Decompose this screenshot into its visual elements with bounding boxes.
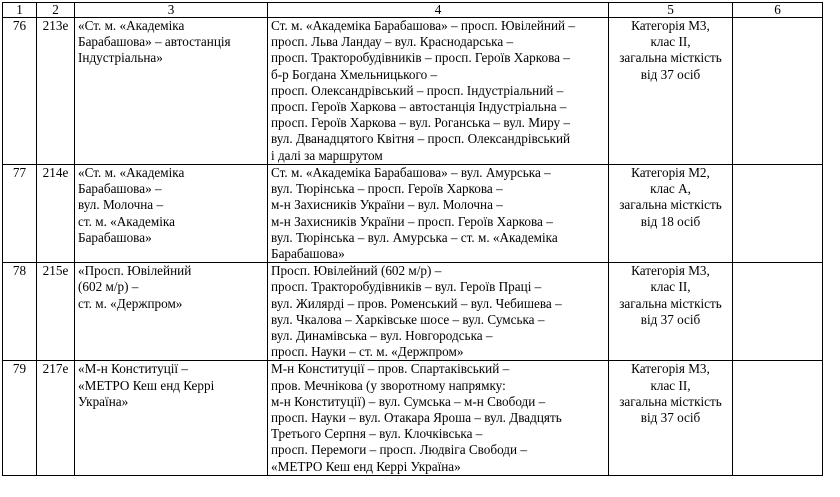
category-line: клас ІІ, <box>650 34 691 50</box>
route-number: 217е <box>37 361 75 476</box>
route-path-line: вул. Тюрінська – просп. Героїв Харкова – <box>271 181 503 197</box>
header-cell: 2 <box>37 3 75 18</box>
route-path <box>268 361 609 476</box>
route-name-line: «Ст. м. «Академіка <box>78 18 185 33</box>
route-name-line: вул. Молочна – <box>78 197 164 213</box>
header-cell: 1 <box>3 3 37 18</box>
routes-table <box>2 2 823 476</box>
vehicle-category <box>609 18 733 165</box>
route-name-line: «Ст. м. «Академіка <box>78 165 185 180</box>
category-line: загальна місткість <box>619 295 722 311</box>
category-line: Категорія М3, <box>631 18 710 33</box>
route-number: 215е <box>37 263 75 361</box>
table-row <box>3 361 823 476</box>
category-line: клас ІІ, <box>650 279 691 295</box>
header-cell: 6 <box>733 3 823 18</box>
route-name <box>75 18 268 165</box>
route-name-line: «М-н Конституції – <box>78 361 188 377</box>
route-name-line: Україна» <box>78 393 129 409</box>
route-path-line: м-н Захисників України – вул. Молочна – <box>271 197 503 213</box>
note-cell <box>733 361 823 476</box>
category-line: від 37 осіб <box>640 66 701 82</box>
category-line: від 37 осіб <box>640 410 701 426</box>
table-row <box>3 263 823 361</box>
category-line: клас ІІ, <box>650 377 691 393</box>
route-number: 214е <box>37 165 75 263</box>
row-number: 79 <box>3 361 37 476</box>
route-path-line: просп. Героїв Харкова – вул. Роганська – вул. Миру – <box>271 115 570 131</box>
note-cell <box>733 165 823 263</box>
header-cell: 3 <box>75 3 268 18</box>
route-name <box>75 165 268 263</box>
route-name <box>75 361 268 476</box>
header-cell: 5 <box>609 3 733 18</box>
note-cell <box>733 18 823 165</box>
route-name <box>75 263 268 361</box>
note-cell <box>733 263 823 361</box>
route-name-line: «Просп. Ювілейний <box>78 263 192 279</box>
vehicle-category <box>609 361 733 476</box>
route-path-line: вул. Тюрінська – вул. Амурська – ст. м. «Академіка <box>271 229 558 245</box>
route-path-line: Просп. Ювілейний (602 м/р) – <box>271 263 442 279</box>
row-number: 77 <box>3 165 37 263</box>
route-path <box>268 18 609 165</box>
header-cell: 4 <box>268 3 609 18</box>
route-name-line: Барабашова» <box>78 229 152 245</box>
route-path-line: пров. Мечнікова (у зворотному напрямку: <box>271 377 506 393</box>
route-path-line: Ст. м. «Академіка Барабашова» – вул. Амурська – <box>271 165 551 180</box>
category-line: від 37 осіб <box>640 311 701 327</box>
table-row <box>3 18 823 165</box>
table-row <box>3 165 823 263</box>
vehicle-category <box>609 263 733 361</box>
route-path-line: вул. Дванадцятого Квітня – просп. Олександрівський <box>271 131 571 147</box>
category-line: загальна місткість <box>619 50 722 66</box>
route-path-line: М-н Конституції – пров. Спартаківський – <box>271 361 510 377</box>
category-line: Категорія М3, <box>631 361 710 377</box>
route-path-line: просп. Тракторобудівників – вул. Героїв Праці – <box>271 279 542 295</box>
route-name-line: ст. м. «Держпром» <box>78 295 183 311</box>
category-line: Категорія М2, <box>631 165 710 180</box>
route-name-line: Індустріальна» <box>78 50 163 66</box>
route-path <box>268 165 609 263</box>
route-path-line: просп. Героїв Харкова – автостанція Індустріальна – <box>271 99 567 115</box>
header-row <box>3 3 823 18</box>
route-name-line: ст. м. «Академіка <box>78 213 175 229</box>
vehicle-category <box>609 165 733 263</box>
route-path-line: Ст. м. «Академіка Барабашова» – просп. Ювілейний – <box>271 18 575 33</box>
route-path-line: «МЕТРО Кеш енд Керрі Україна» <box>271 458 461 474</box>
route-path <box>268 263 609 361</box>
route-path-line: просп. Льва Ландау – вул. Краснодарська – <box>271 34 514 50</box>
route-path-line: б-р Богдана Хмельницького – <box>271 66 438 82</box>
row-number: 78 <box>3 263 37 361</box>
route-path-line: і далі за маршрутом <box>271 147 383 163</box>
category-line: Категорія М3, <box>631 263 710 279</box>
route-name-line: (602 м/р) – <box>78 279 139 295</box>
route-path-line: вул. Чкалова – Харківське шосе – вул. Сумська – <box>271 311 545 327</box>
route-path-line: Третього Серпня – вул. Клочківська – <box>271 426 483 442</box>
route-name-line: Барабашова» – автостанція <box>78 34 231 50</box>
category-line: загальна місткість <box>619 197 722 213</box>
route-path-line: м-н Захисників України – просп. Героїв Харкова – <box>271 213 553 229</box>
row-number: 76 <box>3 18 37 165</box>
route-name-line: «МЕТРО Кеш енд Керрі <box>78 377 215 393</box>
route-name-line: Барабашова» – <box>78 181 162 197</box>
route-path-line: Барабашова» <box>271 246 345 262</box>
route-path-line: просп. Науки – ст. м. «Держпром» <box>271 344 464 360</box>
route-number: 213е <box>37 18 75 165</box>
category-line: клас А, <box>650 181 691 197</box>
route-path-line: просп. Олександрівський – просп. Індустріальний – <box>271 82 564 98</box>
route-path-line: м-н Конституції) – вул. Сумська – м-н Свободи – <box>271 393 546 409</box>
route-path-line: просп. Перемоги – просп. Людвіга Свободи – <box>271 442 527 458</box>
route-path-line: вул. Жилярді – пров. Роменський – вул. Чебишева – <box>271 295 562 311</box>
route-path-line: просп. Тракторобудівників – просп. Героїв Харкова – <box>271 50 570 66</box>
category-line: від 18 осіб <box>640 213 701 229</box>
category-line: загальна місткість <box>619 393 722 409</box>
route-path-line: просп. Науки – вул. Отакара Яроша – вул. Двадцять <box>271 410 562 426</box>
route-path-line: вул. Динамівська – вул. Новгородська – <box>271 328 493 344</box>
